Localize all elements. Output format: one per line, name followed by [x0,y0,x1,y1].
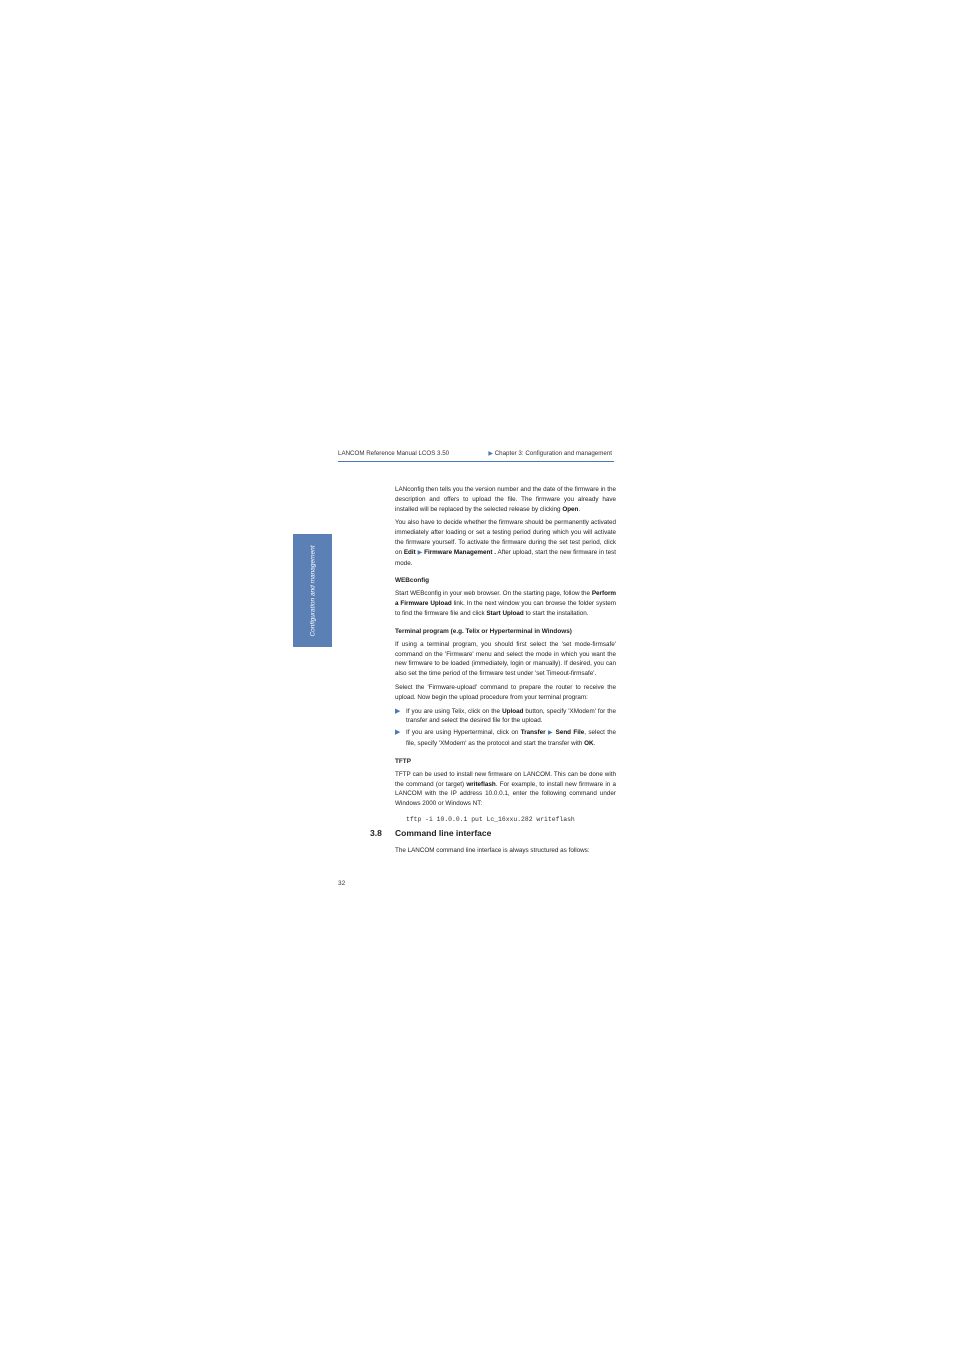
bullet-list [395,707,616,749]
section-title: Command line interface [395,828,492,838]
tftp-command-example: tftp -i 10.0.0.1 put Lc_16xxu.282 writeflash [406,815,575,823]
arrow-icon: ▶ [488,451,493,457]
edit-menu: Edit [403,548,416,556]
page-number: 32 [338,880,346,887]
paragraph-webconfig: Start WEBconfig in your web browser. On the starting page, follow the Perform a Firmware Upload link. In the next window you can browse the folder system to find the firmware file and click Start Upload to start the installation. [395,590,616,617]
send-file-menu: Send File [555,729,585,737]
paragraph-terminal: If using a terminal program, you should first select the 'set mode-firmsafe' command on the 'Firmware' menu and select the mode in which you want the new firmware to be loaded (immediately, login or manually). If desired, you can also set the time period of the firmware test under 'set Timeout-firmsafe'. [395,640,616,678]
heading-webconfig: WEBconfig [395,577,430,585]
chapter-side-tab [293,534,332,647]
heading-tftp: TFTP [395,757,411,765]
list-item: ▶ If you are using Telix, click on the Upload button, specify 'XModem' for the transfer and select the desired file for the upload. [395,707,616,725]
firmware-upload-link: Perform a Firmware Upload [395,590,616,608]
upload-button-ref: Upload [502,707,524,715]
paragraph-upload: Select the 'Firmware-upload' command to prepare the router to receive the upload. Now begin the upload procedure from your terminal program: [395,683,616,701]
running-header [338,449,614,462]
heading-terminal-program: Terminal program (e.g. Telix or Hyperterminal in Windows) [395,627,572,635]
writeflash-command: writeflash [466,780,496,788]
bullet-arrow-icon: ▶ [395,707,401,715]
start-upload-button-ref: Start Upload [486,609,524,617]
ok-button-ref: OK [584,739,594,747]
bullet-arrow-icon: ▶ [395,729,401,737]
arrow-icon: ▶ [417,549,423,556]
paragraph-tftp: TFTP can be used to install new firmware on LANCOM. This can be done with the command (or target) writeflash. For example, to install new firmware in a LANCOM with the IP address 10.0.0.1, enter the following command under Windows 2000 or Windows NT: [395,770,617,808]
header-manual-title: LANCOM Reference Manual LCOS 3.50 [338,450,450,457]
paragraph-activation: You also have to decide whether the firmware should be permanently activated immediately after loading or set a testing period during which you will activate the firmware yourself. To activate the firmware during the set test period, click on Edit ▶ Firmware Management . After upload, start the new firmware in test mode. [395,519,616,567]
side-tab-label: Configuration and management [309,544,316,637]
arrow-icon: ▶ [547,730,554,737]
main-content [395,485,616,825]
header-chapter [488,450,612,457]
firmware-management-menu: Firmware Management . [424,548,497,556]
header-chapter-text: Chapter 3: Configuration and management [494,450,612,457]
open-command: Open [562,505,579,513]
list-item: ▶ If you are using Hyperterminal, click on Transfer ▶ Send File, select the file, specify 'XModem' as the protocol and start the transfer with OK. [395,729,616,747]
paragraph-lanconfig: LANconfig then tells you the version number and the date of the firmware in the description and offers to upload the file. The firmware you already have installed will be replaced by the selected release by clicking Open. [395,486,616,513]
section-number: 3.8 [370,828,382,838]
section-heading [370,828,620,838]
section-intro: The LANCOM command line interface is always structured as follows: [395,847,590,854]
transfer-menu: Transfer [520,729,546,737]
